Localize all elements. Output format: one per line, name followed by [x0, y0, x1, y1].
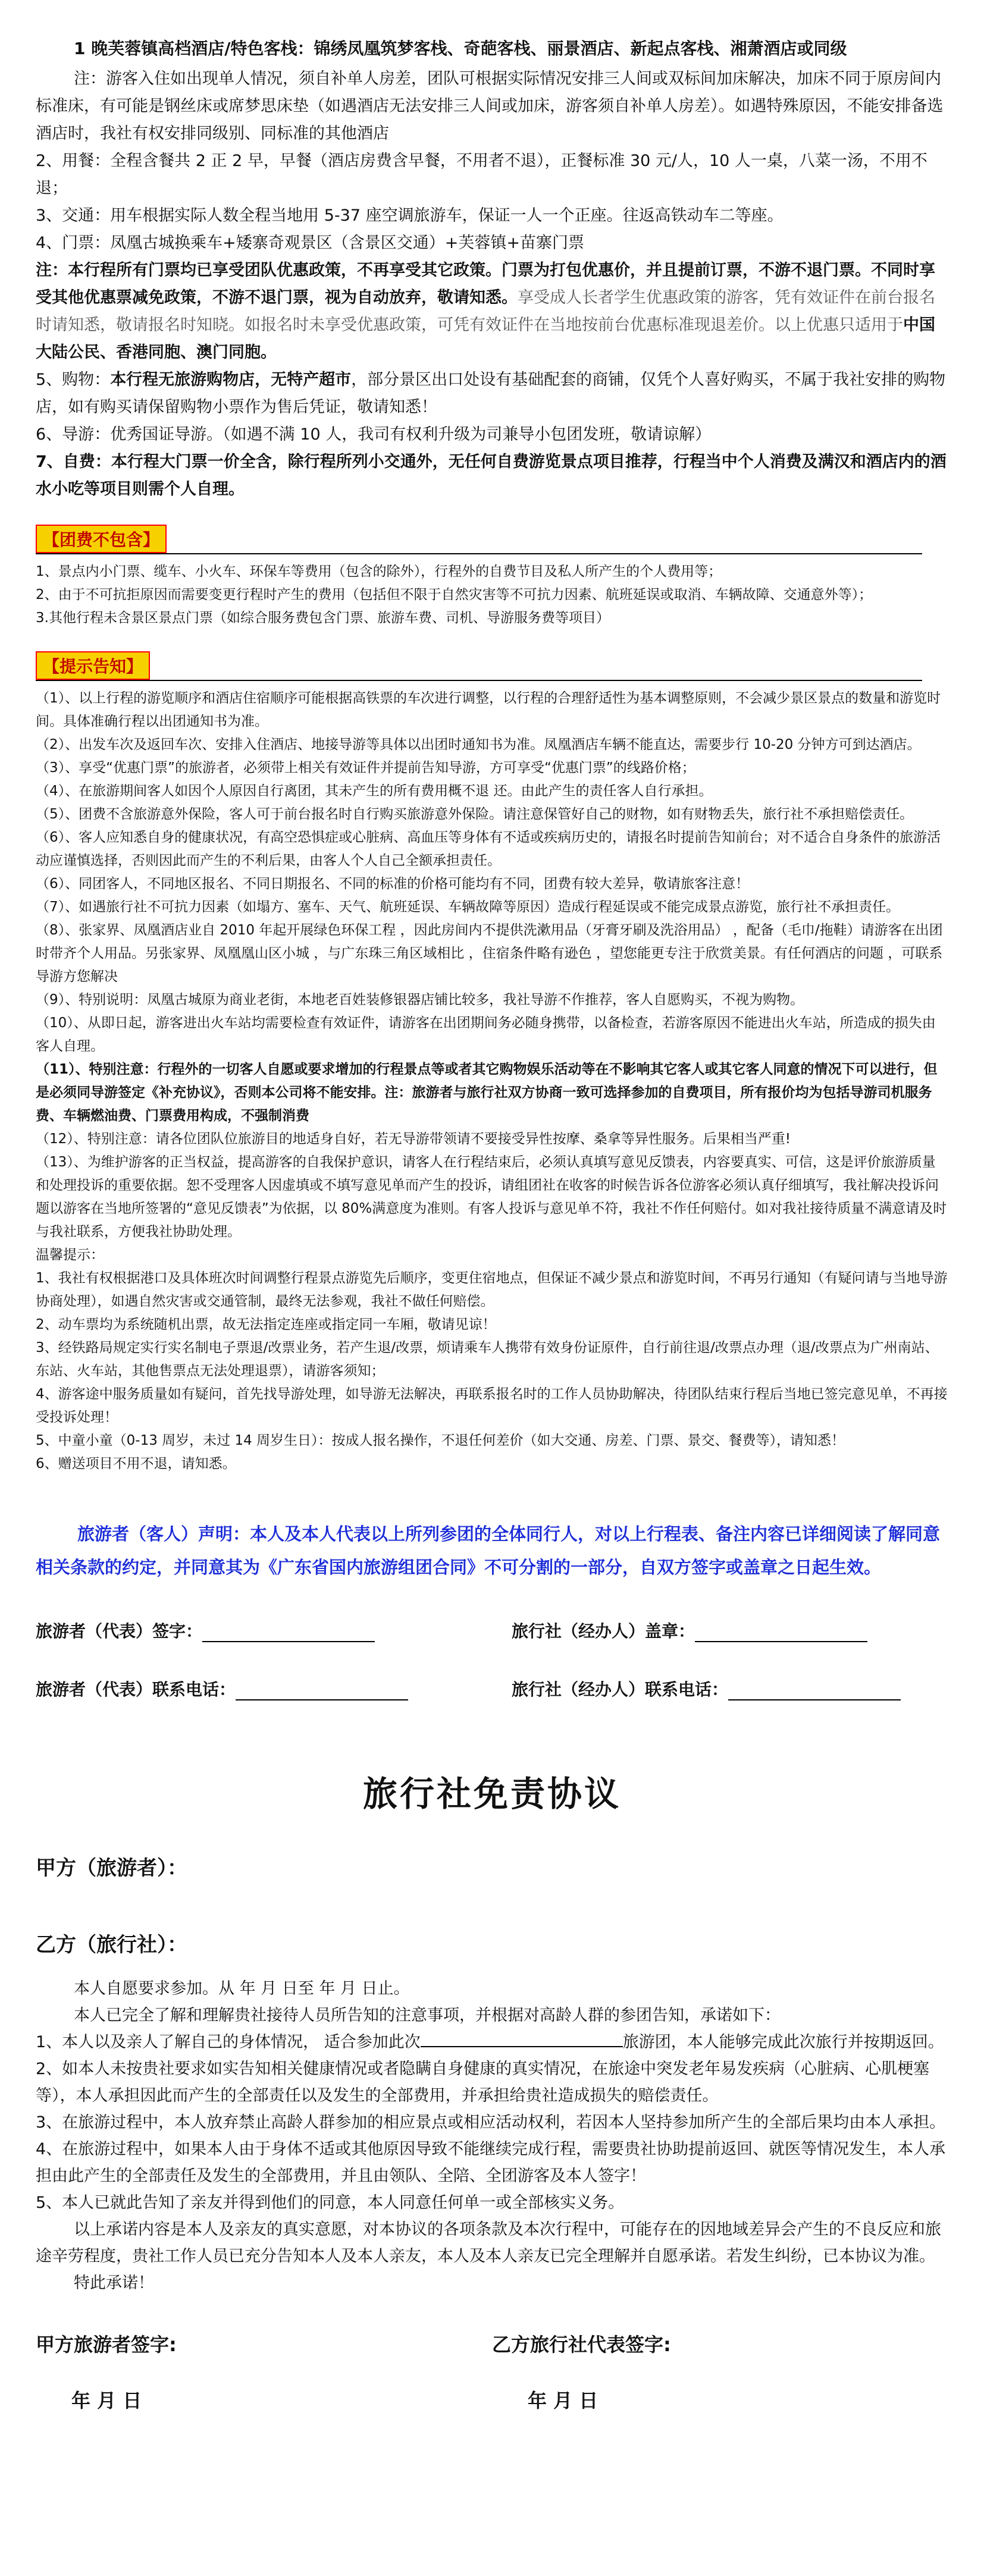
agency-seal-label: 旅行社（经办人）盖章：	[512, 1621, 695, 1641]
agency-phone-label: 旅行社（经办人）联系电话：	[512, 1680, 729, 1699]
excluded-item-1: 1、景点内小门票、缆车、小火车、环保车等费用（包含的除外），行程外的自费节目及私人所产生的个人费用等；	[36, 564, 722, 579]
notice-item-4: （4）、在旅游期间客人如因个人原因自行离团，其未产生的所有费用概不退 还。由此产生的责任客人自行承担。	[36, 783, 713, 799]
agreement-intro: 本人自愿要求参加。从 年 月 日至 年 月 日止。	[74, 1979, 410, 1998]
shopping-item	[36, 366, 948, 421]
tourist-sign-line	[202, 1626, 375, 1642]
agreement-item-1-a: 1、本人以及亲人了解自己的身体情况， 适合参加此次	[36, 2033, 421, 2051]
meal-item: 2、用餐：全程含餐共 2 正 2 早，早餐（酒店房费含早餐，不用者不退），正餐标准 30 元/人，10 人一桌，八菜一汤，不用不退；	[36, 152, 927, 197]
agreement-item-3: 3、在旅游过程中，本人放弃禁止高龄人群参加的相应景点或相应活动权利，若因本人坚持参加所产生的全部后果均由本人承担。	[36, 2113, 946, 2132]
final-date-row	[36, 2386, 948, 2413]
notice-item-8: （8）、张家界、凤凰酒店业自 2010 年起开展绿色环保工程 ，因此房间内不提供洗漱用品（牙膏牙刷及洗浴用品） ，配备（毛巾/拖鞋）请游客在出团时带齐个人用品。另张家界、凤凰凰山区小城 ，与广东珠三角区域相比 ，住宿条件略有逊色 ，望您能更专注于欣赏美景。有任何酒店的问题 ，可联系导游方您解决	[36, 923, 943, 984]
party-a-sign[interactable]: 甲方旅游者签字:	[36, 2333, 177, 2356]
signature-row-1	[36, 1618, 948, 1642]
agreement-commitment: 以上承诺内容是本人及亲友的真实意愿，对本协议的各项条款及本次行程中，可能存在的因地域差异会产生的不良反应和旅途辛劳程度，贵社工作人员已充分告知本人及本人亲友，本人及本人亲友已完全理解并自愿承诺。若发生纠纷，已本协议为准。	[36, 2220, 941, 2266]
tourist-sign-label: 旅游者（代表）签字：	[36, 1621, 203, 1641]
hotel-line: 1 晚芙蓉镇高档酒店/特色客栈：锦绣凤凰筑梦客栈、奇葩客栈、丽景酒店、新起点客栈、湘萧酒店或同级	[74, 39, 847, 58]
agency-phone-line	[728, 1684, 901, 1700]
notice-item-13: （13）、为维护游客的正当权益，提高游客的自我保护意识，请客人在行程结束后，必须认真填写意见反馈表，内容要真实、可信，这是评价旅游质量和处理投诉的重要依据。恕不受理客人因虚填或不填写意见单而产生的投诉，请组团社在收客的时候告诉各位游客必须认真仔细填写，我社解决投诉问题以游客在当地所签署的“意见反馈表”为依据，以 80%满意度为准则。有客人投诉与意见单不符，我社不作任何赔付。如对我社接待质量不满意请及时与我社联系，方便我社协助处理。	[36, 1154, 947, 1240]
excluded-item-2: 2、由于不可抗拒原因而需要变更行程时产生的费用（包括但不限于自然灾害等不可抗力因素、航班延误或取消、车辆故障、交通意外等）；	[36, 587, 873, 603]
tip-item-4: 4、游客途中服务质量如有疑问，首先找导游处理，如导游无法解决，再联系报名时的工作人员协助解决，待团队结束行程后当地已签完意见单，不再接受投诉处理！	[36, 1386, 948, 1425]
tourist-sign-field[interactable]	[36, 1618, 464, 1642]
party-b-sign[interactable]: 乙方旅行社代表签字:	[492, 2333, 671, 2356]
notice-tag: 【提示告知】	[36, 651, 150, 680]
transport-item: 3、交通：用车根据实际人数全程当地用 5-37 座空调旅游车，保证一人一个正座。往返高铁动车二等座。	[36, 206, 784, 225]
excluded-tag: 【团费不包含】	[36, 525, 167, 553]
notice-rule	[36, 680, 922, 681]
tip-item-2: 2、动车票均为系统随机出票，故无法指定连座或指定同一车厢，敬请见谅！	[36, 1317, 496, 1332]
agency-phone-field[interactable]	[512, 1677, 940, 1700]
ticket-policy	[36, 257, 948, 366]
party-a-date[interactable]: 年 月 日	[71, 2389, 142, 2412]
excluded-item-3: 3.其他行程未含景区景点门票（如综合服务费包含门票、旅游车费、司机、导游服务费等项目）	[36, 610, 610, 626]
tourist-phone-line	[236, 1684, 408, 1700]
tourist-phone-label: 旅游者（代表）联系电话：	[36, 1680, 236, 1699]
notice-item-12: （12）、特别注意：请各位团队位旅游目的地适身自好，若无导游带领请不要接受异性按摩、桑拿等异性服务。后果相当严重!	[36, 1131, 791, 1147]
accommodation-note: 注：游客入住如出现单人情况，须自补单人房差，团队可根据实际情况安排三人间或双标间加床解决，加床不同于原房间内标准床，有可能是钢丝床或席梦思床垫（如遇酒店无法安排三人间或加床，游客须自补单人房差）。如遇特殊原因，不能安排备选酒店时，我社有权安排同级别、同标准的其他酒店	[36, 70, 944, 143]
agency-seal-line	[695, 1626, 867, 1642]
agreement-item-5: 5、本人已就此告知了亲友并得到他们的同意，本人同意任何单一或全部核实义务。	[36, 2194, 625, 2212]
agency-seal-field[interactable]	[512, 1618, 940, 1642]
tip-item-6: 6、赠送项目不用不退，请知悉。	[36, 1456, 236, 1471]
tip-item-1: 1、我社有权根据港口及具体班次时间调整行程景点游览先后顺序，变更住宿地点，但保证不减少景点和游览时间，不再另行通知（有疑问请与当地导游协商处理），如遇自然灾害或交通管制，最终无法参观，我社不做任何赔偿。	[36, 1270, 948, 1309]
agreement-closing: 特此承诺！	[74, 2274, 154, 2292]
final-signature-row	[36, 2330, 948, 2357]
notice-item-6b: （6）、同团客人，不同地区报名、不同日期报名、不同的标准的价格可能均有不同，团费有较大差异，敬请旅客注意！	[36, 876, 750, 892]
ticket-policy-tail: 中国大陆公民、香港同胞、澳门同胞。	[36, 316, 935, 362]
notice-item-7: （7）、如遇旅行社不可抗力因素（如塌方、塞车、天气、航班延误、车辆故障等原因）造成行程延误或不能完成景点游览，旅行社不承担责任。	[36, 899, 900, 915]
notice-item-10: （10）、从即日起，游客进出火车站均需要检查有效证件，请游客在出团期间务必随身携带，以备检查，若游客原因不能进出火车站，所造成的损失由客人自理。	[36, 1015, 936, 1054]
tip-item-5: 5、中童小童（0-13 周岁，未过 14 周岁生日）：按成人报名操作，不退任何差价（如大交通、房差、门票、景交、餐费等），请知悉！	[36, 1433, 845, 1448]
party-b: 乙方（旅行社）：	[36, 1933, 187, 1957]
party-a: 甲方（旅游者）：	[36, 1856, 187, 1880]
notice-item-2: （2）、出发车次及返回车次、安排入住酒店、地接导游等具体以出团时通知书为准。凤凰酒店车辆不能直达，需要步行 10-20 分钟方可到达酒店。	[36, 737, 921, 752]
ticket-item: 4、门票：凤凰古城换乘车+矮寨奇观景区（含景区交通）+芙蓉镇+苗寨门票	[36, 234, 585, 252]
notice-item-5: （5）、团费不含旅游意外保险，客人可于前台报名时自行购买旅游意外保险。请注意保管好自己的财物，如有财物丢失，旅行社不承担赔偿责任。	[36, 807, 914, 822]
shopping-rest: ，部分景区出口处设有基础配套的商铺，仅凭个人喜好购买，不属于我社安排的购物店，如有购买请保留购物小票作为售后凭证，敬请知悉！	[36, 371, 946, 416]
warm-tip-heading: 温馨提示：	[36, 1247, 104, 1263]
notice-item-9: （9）、特别说明：凤凰古城原为商业老街，本地老百姓装修银器店铺比较多，我社导游不作推荐，客人自愿购买，不视为购物。	[36, 992, 804, 1008]
party-b-date[interactable]: 年 月 日	[528, 2389, 598, 2412]
tourist-phone-field[interactable]	[36, 1677, 464, 1700]
agreement-item-4: 4、在旅游过程中，如果本人由于身体不适或其他原因导致不能继续完成行程，需要贵社协助提前返回、就医等情况发生，本人承担由此产生的全部责任及发生的全部费用，并且由领队、全陪、全团游客及本人签字！	[36, 2140, 946, 2185]
selfpay-item: 7、自费：本行程大门票一价全含，除行程所列小交通外，无任何自费游览景点项目推荐，行程当中个人消费及满汉和酒店内的酒水小吃等项目则需个人自理。	[36, 453, 947, 498]
shopping-label: 5、购物：	[36, 371, 111, 389]
tour-name-blank[interactable]	[421, 2032, 623, 2047]
ticket-policy-gray: 享受成人长者学生优惠政策的游客，凭有效证件在前台报名时请知悉，敬请报名时知晓。如报名时未享受优惠政策，可凭有效证件在当地按前台优惠标准现退差价。以上优惠只适用于	[36, 288, 935, 334]
excluded-rule	[36, 553, 922, 554]
signature-row-2	[36, 1677, 948, 1700]
notice-item-6: （6）、客人应知悉自身的健康状况，有高空恐惧症或心脏病、高血压等身体有不适或疾病历史的，请报名时提前告知前台；对不适合自身条件的旅游活动应谨慎选择，否则因此而产生的不利后果，由客人个人自己全额承担责任。	[36, 830, 941, 868]
notice-item-3: （3）、享受“优惠门票”的旅游者，必须带上相关有效证件并提前告知导游，方可享受“优惠门票”的线路价格；	[36, 760, 695, 776]
agreement-item-1	[36, 2029, 948, 2056]
ticket-policy-bold: 注：本行程所有门票均已享受团队优惠政策，不再享受其它政策。门票为打包优惠价，并且提前订票，不游不退门票。不同时享受其他优惠票减免政策，不游不退门票，视为自动放弃，敬请知悉。	[36, 261, 935, 307]
agreement-intro-2: 本人已完全了解和理解贵社接待人员所告知的注意事项，并根据对高龄人群的参团告知，承诺如下：	[74, 2006, 781, 2025]
agreement-item-1-b: 旅游团，本人能够完成此次旅行并按期返回。	[622, 2033, 944, 2051]
guide-item: 6、导游：优秀国证导游。（如遇不满 10 人，我司有权利升级为司兼导小包团发班，敬请谅解）	[36, 425, 712, 444]
shopping-bold: 本行程无旅游购物店，无特产超市	[110, 371, 352, 389]
agreement-item-2: 2、如本人未按贵社要求如实告知相关健康情况或者隐瞒自身健康的真实情况，在旅途中突发老年易发疾病（心脏病、心肌梗塞等），本人承担因此而产生的全部责任以及发生的全部费用，并承担给贵社造成损失的赔偿责任。	[36, 2060, 930, 2105]
tip-item-3: 3、经铁路局规定实行实名制电子票退/改票业务，若产生退/改票，烦请乘车人携带有效身份证原件，自行前往退/改票点办理（退/改票点为广州南站、东站、火车站，其他售票点无法处理退票），请游客须知；	[36, 1340, 939, 1379]
agreement-title: 旅行社免责协议	[362, 1774, 621, 1814]
tourist-declaration: 旅游者（客人）声明：本人及本人代表以上所列参团的全体同行人，对以上行程表、备注内容已详细阅读了解同意相关条款的约定，并同意其为《广东省国内旅游组团合同》不可分割的一部分，自双方签字或盖章之日起生效。	[36, 1524, 941, 1577]
notice-item-11: （11）、特别注意：行程外的一切客人自愿或要求增加的行程景点等或者其它购物娱乐活动等在不影响其它客人或其它客人同意的情况下可以进行，但是必须同导游签定《补充协议》，否则本公司将不能安排。注：旅游者与旅行社双方协商一致可选择参加的自费项目，所有报价均为包括导游司机服务费、车辆燃油费、门票费用构成，不强制消费	[36, 1062, 938, 1124]
notice-item-1: （1）、以上行程的游览顺序和酒店住宿顺序可能根据高铁票的车次进行调整，以行程的合理舒适性为基本调整原则，不会减少景区景点的数量和游览时间。具体准确行程以出团通知书为准。	[36, 691, 941, 729]
